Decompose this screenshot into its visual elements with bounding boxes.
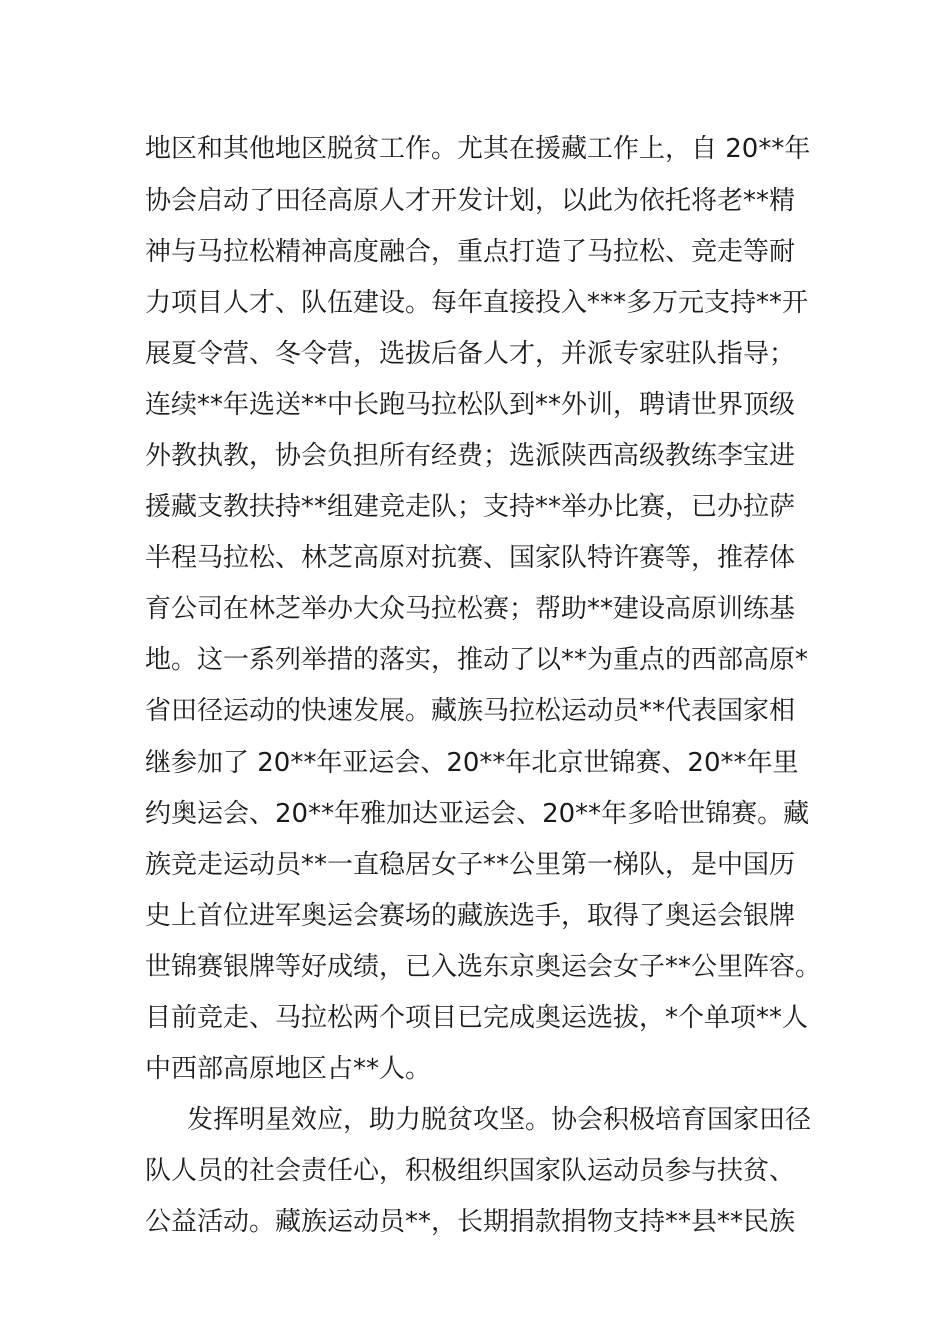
text-line: 外教执教，协会负担所有经费；选派陕西高级教练李宝进 — [145, 441, 796, 471]
text-line: 展夏令营、冬令营，选拔后备人才，并派专家驻队指导； — [145, 339, 796, 369]
text-line: 继参加了 20**年亚运会、20**年北京世锦赛、20**年里 — [145, 748, 799, 778]
text-line: 地区和其他地区脱贫工作。尤其在援藏工作上，自 20**年 — [145, 134, 811, 164]
text-line: 连续**年选送**中长跑马拉松队到**外训，聘请世界顶级 — [145, 390, 796, 420]
text-line: 协会启动了田径高原人才开发计划，以此为依托将老**精 — [145, 186, 796, 216]
text-line: 目前竞走、马拉松两个项目已完成奥运选拔，*个单项**人 — [145, 1003, 809, 1033]
paragraph-first-line: 发挥明星效应，助力脱贫攻坚。协会积极培育国家田径 — [187, 1105, 812, 1135]
text-line: 约奥运会、20**年雅加达亚运会、20**年多哈世锦赛。藏 — [145, 799, 810, 829]
text-line: 世锦赛银牌等好成绩，已入选东京奥运会女子**公里阵容。 — [145, 952, 822, 982]
text-line: 族竞走运动员**一直稳居女子**公里第一梯队，是中国历 — [145, 850, 796, 880]
text-line: 公益活动。藏族运动员**，长期捐款捐物支持**县**民族 — [145, 1207, 796, 1237]
text-line: 神与马拉松精神高度融合，重点打造了马拉松、竞走等耐 — [145, 237, 796, 267]
text-line: 援藏支教扶持**组建竞走队；支持**举办比赛，已办拉萨 — [145, 492, 796, 522]
text-line: 中西部高原地区占**人。 — [145, 1054, 432, 1084]
text-line: 力项目人才、队伍建设。每年直接投入***多万元支持**开 — [145, 288, 809, 318]
text-line: 半程马拉松、林芝高原对抗赛、国家队特许赛等，推荐体 — [145, 543, 796, 573]
text-line: 史上首位进军奥运会赛场的藏族选手，取得了奥运会银牌 — [145, 901, 796, 931]
text-line: 省田径运动的快速发展。藏族马拉松运动员**代表国家相 — [145, 696, 796, 726]
text-line: 育公司在林芝举办大众马拉松赛；帮助**建设高原训练基 — [145, 594, 796, 624]
text-line: 地。这一系列举措的落实，推动了以**为重点的西部高原* — [145, 645, 809, 675]
text-line: 队人员的社会责任心，积极组织国家队运动员参与扶贫、 — [145, 1156, 796, 1186]
